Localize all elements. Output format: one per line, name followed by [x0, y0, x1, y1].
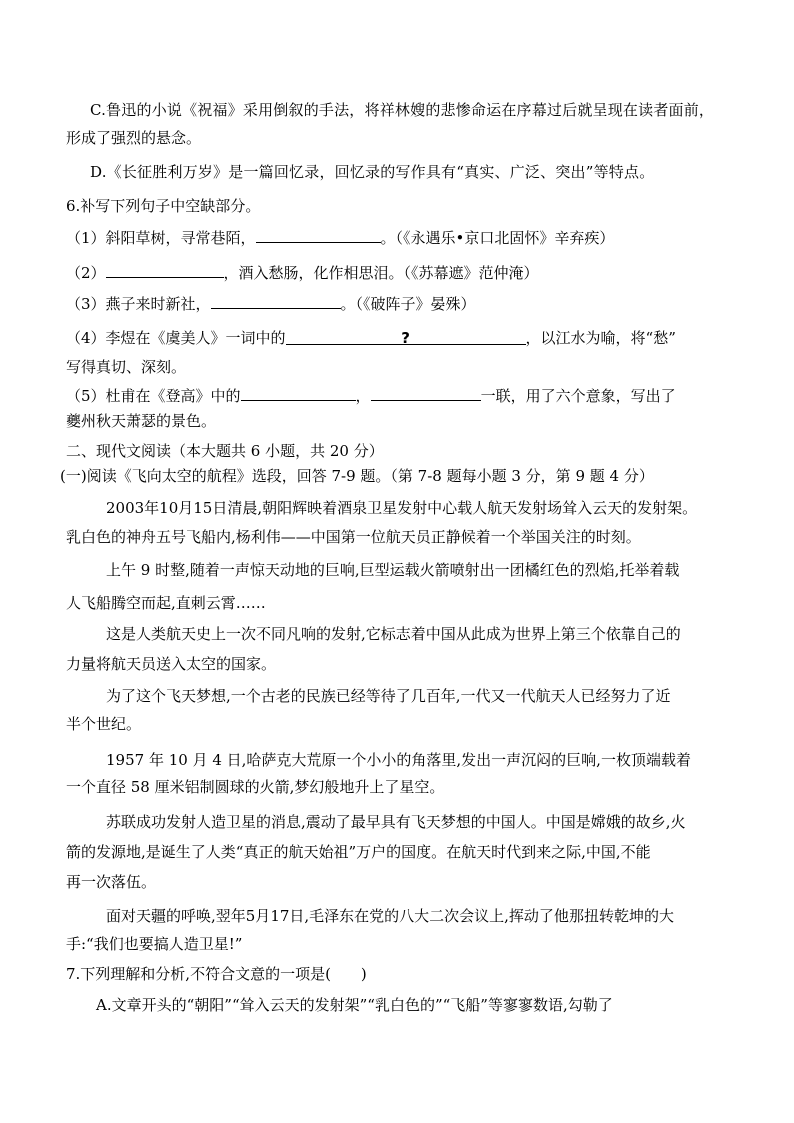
passage-para-5-line-1: 1957 年 10 月 4 日,哈萨克大荒原一个小小的角落里,发出一声沉闷的巨响,一枚顶端载着 — [106, 751, 691, 769]
q6-4-text-a: （4）李煜在《虞美人》一词中的 — [66, 329, 286, 347]
q6-2-text-a: （2） — [66, 264, 106, 282]
q6-5-blank-2[interactable] — [371, 384, 481, 401]
question-6-item-4-cont: 写得真切、深刻。 — [66, 358, 187, 376]
question-6-item-4 — [66, 328, 730, 348]
q6-3-blank[interactable] — [211, 292, 341, 309]
question-6-item-5-cont: 夔州秋天萧瑟的景色。 — [66, 412, 217, 430]
q6-3-text-a: （3）燕子来时新社， — [66, 295, 211, 313]
q6-5-text-b: 一联，用了六个意象，写出了 — [480, 387, 676, 405]
q6-1-text-b: 。（《永遇乐•京口北固怀》辛弃疾） — [380, 229, 615, 247]
q6-2-text-b: ，酒入愁肠，化作相思泪。（《苏幕遮》范仲淹） — [223, 264, 539, 282]
section-2-heading: 二、现代文阅读（本大题共 6 小题，共 20 分） — [66, 442, 384, 460]
passage-para-4-line-2: 半个世纪。 — [66, 715, 142, 733]
q6-5-mid: ， — [355, 387, 371, 405]
q6-3-text-b: 。（《破阵子》晏殊） — [340, 295, 476, 313]
question-6-item-1 — [66, 226, 730, 248]
option-c-line-1: C.鲁迅的小说《祝福》采用倒叙的手法，将祥林嫂的悲惨命运在序幕过后就呈现在读者面前， — [90, 101, 715, 119]
passage-para-5-line-2: 一个直径 58 厘米铝制圆球的火箭,梦幻般地升上了星空。 — [66, 778, 445, 796]
question-6-item-2 — [66, 261, 730, 283]
passage-para-3-line-2: 力量将航天员送入太空的国家。 — [66, 655, 277, 673]
option-c-line-2: 形成了强烈的悬念。 — [66, 129, 202, 147]
question-6-stem: 6.补写下列句子中空缺部分。 — [66, 197, 261, 215]
question-7-stem: 7.下列理解和分析,不符合文意的一项是( ) — [66, 965, 367, 983]
passage-para-1-line-2: 乳白色的神舟五号飞船内,杨利伟——中国第一位航天员正静候着一个举国关注的时刻。 — [66, 528, 641, 546]
q6-5-blank-1[interactable] — [241, 384, 356, 401]
passage-para-2-line-1: 上午 9 时整,随着一声惊天动地的巨响,巨型运载火箭喷射出一团橘红色的烈焰,托举着载 — [106, 561, 680, 579]
section-2-part-1-instructions: (一)阅读《飞向太空的航程》选段，回答 7-9 题。（第 7-8 题每小题 3 分，第 9 题 4 分） — [60, 467, 654, 485]
question-6-item-5 — [66, 384, 730, 406]
option-d-line: D.《长征胜利万岁》是一篇回忆录，回忆录的写作具有“真实、广泛、突出”等特点。 — [90, 163, 655, 181]
passage-para-6-line-3: 再一次落伍。 — [66, 873, 157, 891]
passage-para-1-line-1: 2003年10月15日清晨,朝阳辉映着酒泉卫星发射中心载人航天发射场耸入云天的发射架。 — [106, 499, 698, 517]
passage-para-4-line-1: 为了这个飞天梦想,一个古老的民族已经等待了几百年,一代又一代航天人已经努力了近 — [106, 687, 671, 705]
question-7-option-a: A.文章开头的“朝阳”“耸入云天的发射架”“乳白色的”“飞船”等寥寥数语,勾勒了 — [96, 996, 613, 1014]
passage-para-6-line-1: 苏联成功发射人造卫星的消息,震动了最早具有飞天梦想的中国人。中国是嫦娥的故乡,火 — [106, 813, 686, 831]
q6-1-text-a: （1）斜阳草树，寻常巷陌， — [66, 229, 256, 247]
passage-para-3-line-1: 这是人类航天史上一次不同凡响的发射,它标志着中国从此成为世界上第三个依靠自己的 — [106, 625, 681, 643]
passage-para-7-line-1: 面对天疆的呼唤,翌年5月17日,毛泽东在党的八大二次会议上,挥动了他那扭转乾坤的大 — [106, 907, 674, 925]
question-6-item-3 — [66, 292, 730, 314]
q6-4-question-mark: ? — [401, 329, 410, 347]
q6-5-text-a: （5）杜甫在《登高》中的 — [66, 387, 241, 405]
q6-4-text-b: ，以江水为喻，将“愁” — [525, 329, 676, 347]
passage-para-2-line-2: 人飞船腾空而起,直刺云霄…… — [66, 594, 266, 612]
passage-para-7-line-2: 手:“我们也要搞人造卫星!” — [66, 935, 243, 953]
q6-4-blank[interactable] — [286, 328, 526, 345]
q6-1-blank[interactable] — [256, 226, 381, 243]
passage-para-6-line-2: 箭的发源地,是诞生了人类“真正的航天始祖”万户的国度。在航天时代到来之际,中国,不能 — [66, 843, 651, 861]
q6-2-blank[interactable] — [106, 261, 224, 278]
